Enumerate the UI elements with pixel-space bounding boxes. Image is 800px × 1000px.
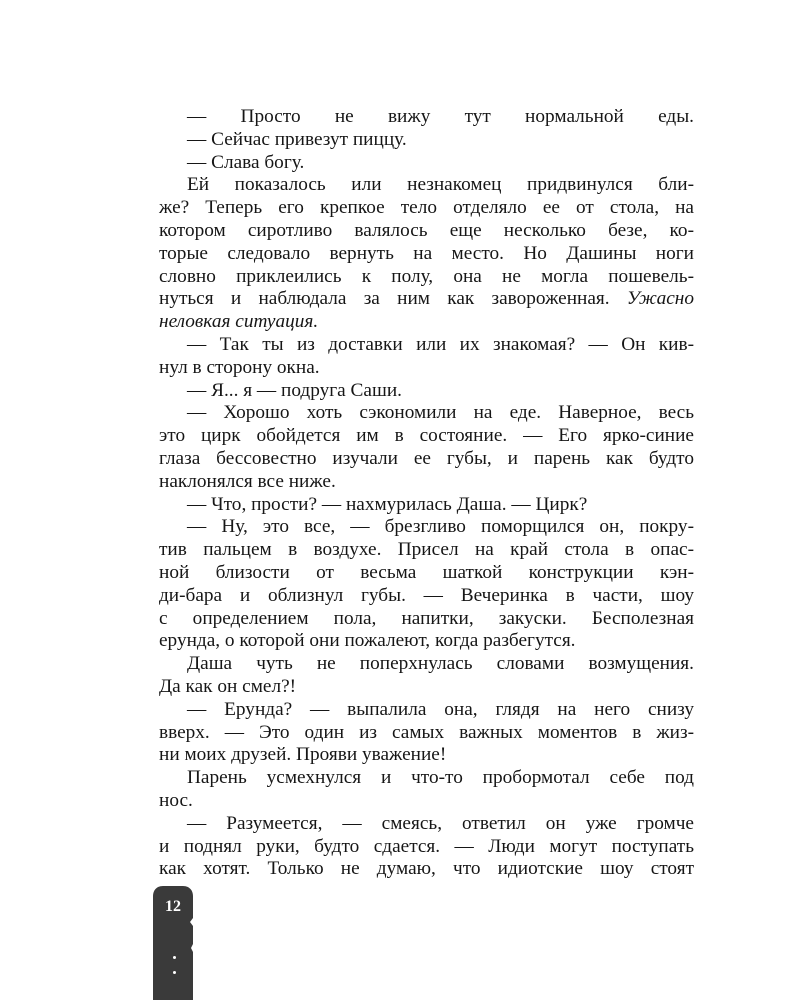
- text-line-start: нуться и наблюдала за ним как завороженная.: [159, 288, 610, 310]
- text-line: ди-бара и облизнул губы. — Вечеринка в части, шоу: [159, 584, 694, 606]
- text-line: Ей показалось или незнакомец придвинулся бли-: [187, 174, 694, 196]
- text-line-italic: [159, 311, 694, 334]
- text-line: наклонялся все ниже.: [159, 470, 336, 492]
- text-line: ни моих друзей. Прояви уважение!: [159, 744, 447, 766]
- text-line: Парень усмехнулся и что-то пробормотал себе под: [187, 767, 694, 789]
- text-line: котором сиротливо валялось еще несколько безе, ко-: [159, 219, 694, 241]
- dot-mark: [173, 956, 176, 959]
- text-line: [159, 288, 694, 311]
- text-line: вверх. — Это один из самых важных моментов в жиз-: [159, 721, 694, 743]
- text-line: нул в сторону окна.: [159, 356, 320, 378]
- page-number: 12: [165, 898, 181, 915]
- page-number-tab: [150, 884, 196, 1000]
- tab-dots: [173, 956, 177, 986]
- text-line: с определением пола, напитки, закуски. Бесполезная: [159, 607, 694, 629]
- text-line: — Хорошо хоть сэкономили на еде. Наверное, весь: [187, 402, 694, 424]
- text-line: же? Теперь его крепкое тело отделяло ее от стола, на: [159, 197, 694, 219]
- text-line: — Ерунда? — выпалила она, глядя на него снизу: [187, 698, 694, 720]
- text-line: — Так ты из доставки или их знакомая? — Он кив-: [187, 333, 694, 355]
- text-line: глаза бессовестно изучали ее губы, и парень как будто: [159, 447, 694, 469]
- text-line: Да как он смел?!: [159, 675, 297, 697]
- text-line: как хотят. Только не думаю, что идиотские шоу стоят: [159, 858, 694, 880]
- text-line: тив пальцем в воздухе. Присел на край стола в опас-: [159, 539, 694, 561]
- page-text: [159, 106, 694, 881]
- text-line: — Ну, это все, — брезгливо поморщился он, покру-: [187, 516, 694, 538]
- text-line: Даша чуть не поперхнулась словами возмущения.: [187, 653, 694, 675]
- text-line: это цирк обойдется им в состояние. — Его ярко-синие: [159, 425, 694, 447]
- text-line: — Что, прости? — нахмурилась Даша. — Цирк?: [187, 493, 588, 515]
- text-line: — Слава богу.: [187, 151, 305, 173]
- text-line: — Разумеется, — смеясь, ответил он уже громче: [187, 812, 694, 834]
- text-line: торые следовало вернуть на место. Но Дашины ноги: [159, 242, 694, 264]
- text-line: — Просто не вижу тут нормальной еды.: [187, 106, 694, 127]
- text-line: — Сейчас привезут пиццу.: [187, 128, 407, 150]
- italic-phrase: Ужасно: [626, 288, 694, 310]
- text-line: ерунда, о которой они пожалеют, когда разбегутся.: [159, 630, 576, 652]
- text-line: нос.: [159, 789, 193, 811]
- italic-line: неловкая ситуация.: [159, 311, 319, 333]
- text-line: и поднял руки, будто сдается. — Люди могут поступать: [159, 835, 694, 857]
- text-line: словно приклеились к полу, она не могла пошевель-: [159, 265, 694, 287]
- text-line: — Я... я — подруга Саши.: [187, 379, 402, 401]
- text-line: ной близости от весьма шаткой конструкции кэн-: [159, 561, 694, 583]
- dot-mark: [173, 971, 176, 974]
